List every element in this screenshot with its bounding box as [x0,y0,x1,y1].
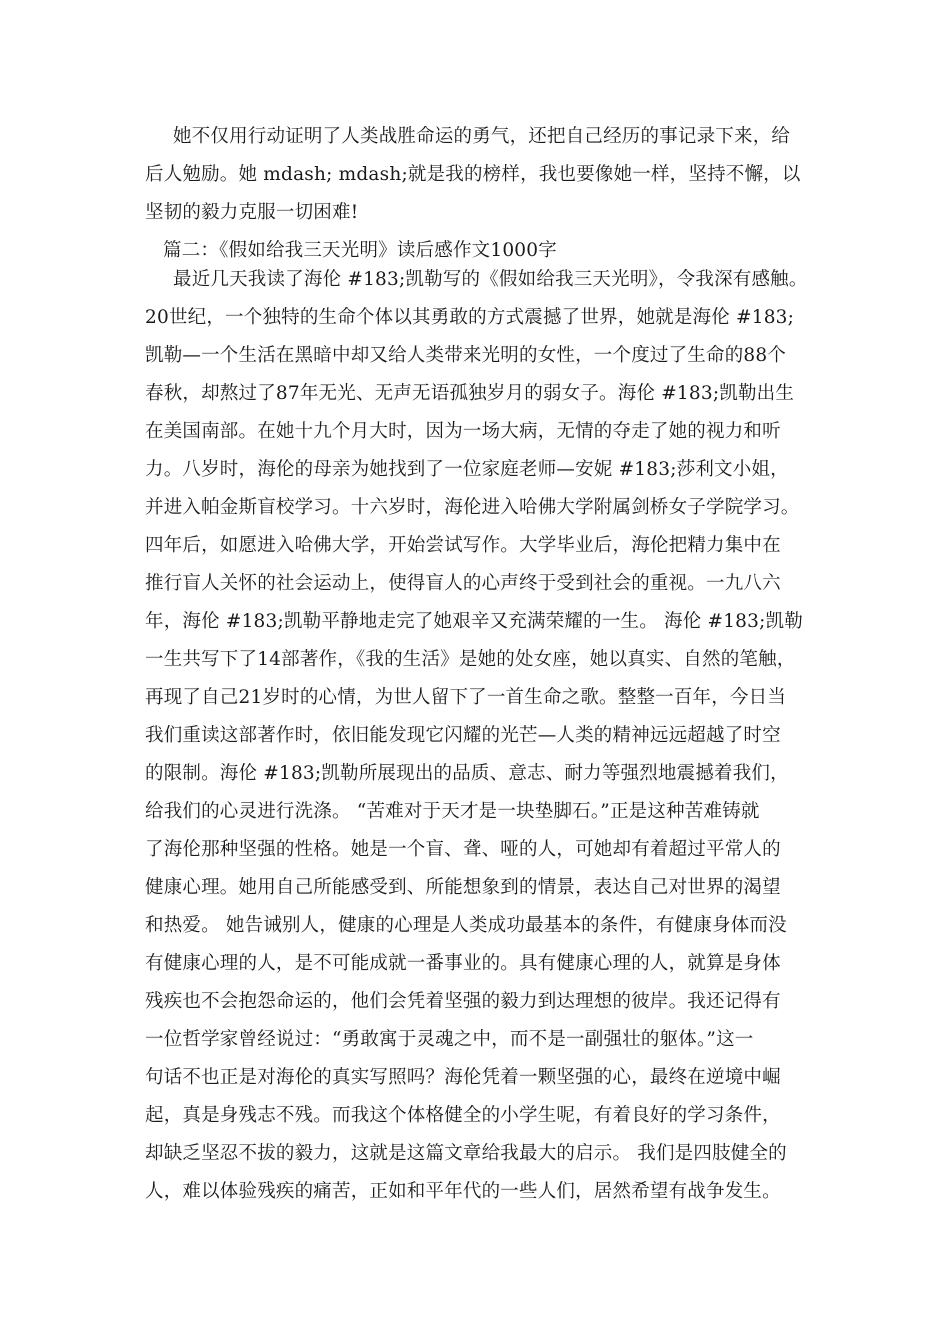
text-line: 起，真是身残志不残。而我这个体格健全的小学生呢，有着良好的学习条件， [145,1105,781,1126]
text-line: 她不仅用行动证明了人类战胜命运的勇气，还把自己经历的事记录下来，给 [173,126,791,147]
text-line: 有健康心理的人，是不可能成就一番事业的。具有健康心理的人，就算是身体 [145,953,781,974]
text-line: 推行盲人关怀的社会运动上，使得盲人的心声终于受到社会的重视。一九八六 [145,573,781,594]
text-line: 凯勒—一个生活在黑暗中却又给人类带来光明的女性，一个度过了生命的88个 [145,345,787,366]
text-line: 并进入帕金斯盲校学习。十六岁时，海伦进入哈佛大学附属剑桥女子学院学习。 [145,497,800,518]
section-heading: 篇二：《假如给我三天光明》读后感作文1000字 [163,240,557,261]
text-line: 一生共写下了14部著作，《我的生活》是她的处女座，她以真实、自然的笔触， [145,649,796,670]
text-line: 后人勉励。她 mdash; mdash;就是我的榜样，我也要像她一样，坚持不懈，以 [145,164,801,185]
text-line: 却缺乏坚忍不拔的毅力，这就是这篇文章给我最大的启示。 我们是四肢健全的 [145,1143,787,1164]
text-line: 再现了自己21岁时的心情，为世人留下了一首生命之歌。整整一百年，今日当 [145,687,787,708]
text-line: 春秋，却熬过了87年无光、无声无语孤独岁月的弱女子。海伦 #183;凯勒出生 [145,383,795,404]
text-line: 在美国南部。在她十九个月大时，因为一场大病，无情的夺走了她的视力和听 [145,421,781,442]
text-line: 最近几天我读了海伦 #183;凯勒写的《假如给我三天光明》，令我深有感触。 [173,269,808,290]
text-line: 人，难以体验残疾的痛苦，正如和平年代的一些人们，居然希望有战争发生。 [145,1181,781,1202]
text-line: 和热爱。 她告诫别人，健康的心理是人类成功最基本的条件，有健康身体而没 [145,915,787,936]
text-line: 年，海伦 #183;凯勒平静地走完了她艰辛又充满荣耀的一生。 海伦 #183;凯勒 [145,611,803,632]
text-line: 力。八岁时，海伦的母亲为她找到了一位家庭老师—安妮 #183;莎利文小姐， [145,459,789,480]
text-line: 四年后，如愿进入哈佛大学，开始尝试写作。大学毕业后，海伦把精力集中在 [145,535,781,556]
text-line: 一位哲学家曾经说过：“勇敢寓于灵魂之中，而不是一副强壮的躯体。”这一 [145,1029,754,1050]
text-line: 了海伦那种坚强的性格。她是一个盲、聋、哑的人，可她却有着超过平常人的 [145,839,781,860]
text-line: 坚韧的毅力克服一切困难! [145,202,359,223]
text-line: 我们重读这部著作时，依旧能发现它闪耀的光芒—人类的精神远远超越了时空 [145,725,781,746]
text-line: 残疾也不会抱怨命运的，他们会凭着坚强的毅力到达理想的彼岸。我还记得有 [145,991,781,1012]
text-line: 的限制。海伦 #183;凯勒所展现出的品质、意志、耐力等强烈地震撼着我们， [145,763,789,784]
text-line: 健康心理。她用自己所能感受到、所能想象到的情景，表达自己对世界的渴望 [145,877,781,898]
text-line: 给我们的心灵进行洗涤。 “苦难对于天才是一块垫脚石。”正是这种苦难铸就 [145,801,760,822]
text-line: 20世纪，一个独特的生命个体以其勇敢的方式震撼了世界，她就是海伦 #183; [145,307,795,328]
text-line: 句话不也正是对海伦的真实写照吗？海伦凭着一颗坚强的心，最终在逆境中崛 [145,1067,781,1088]
